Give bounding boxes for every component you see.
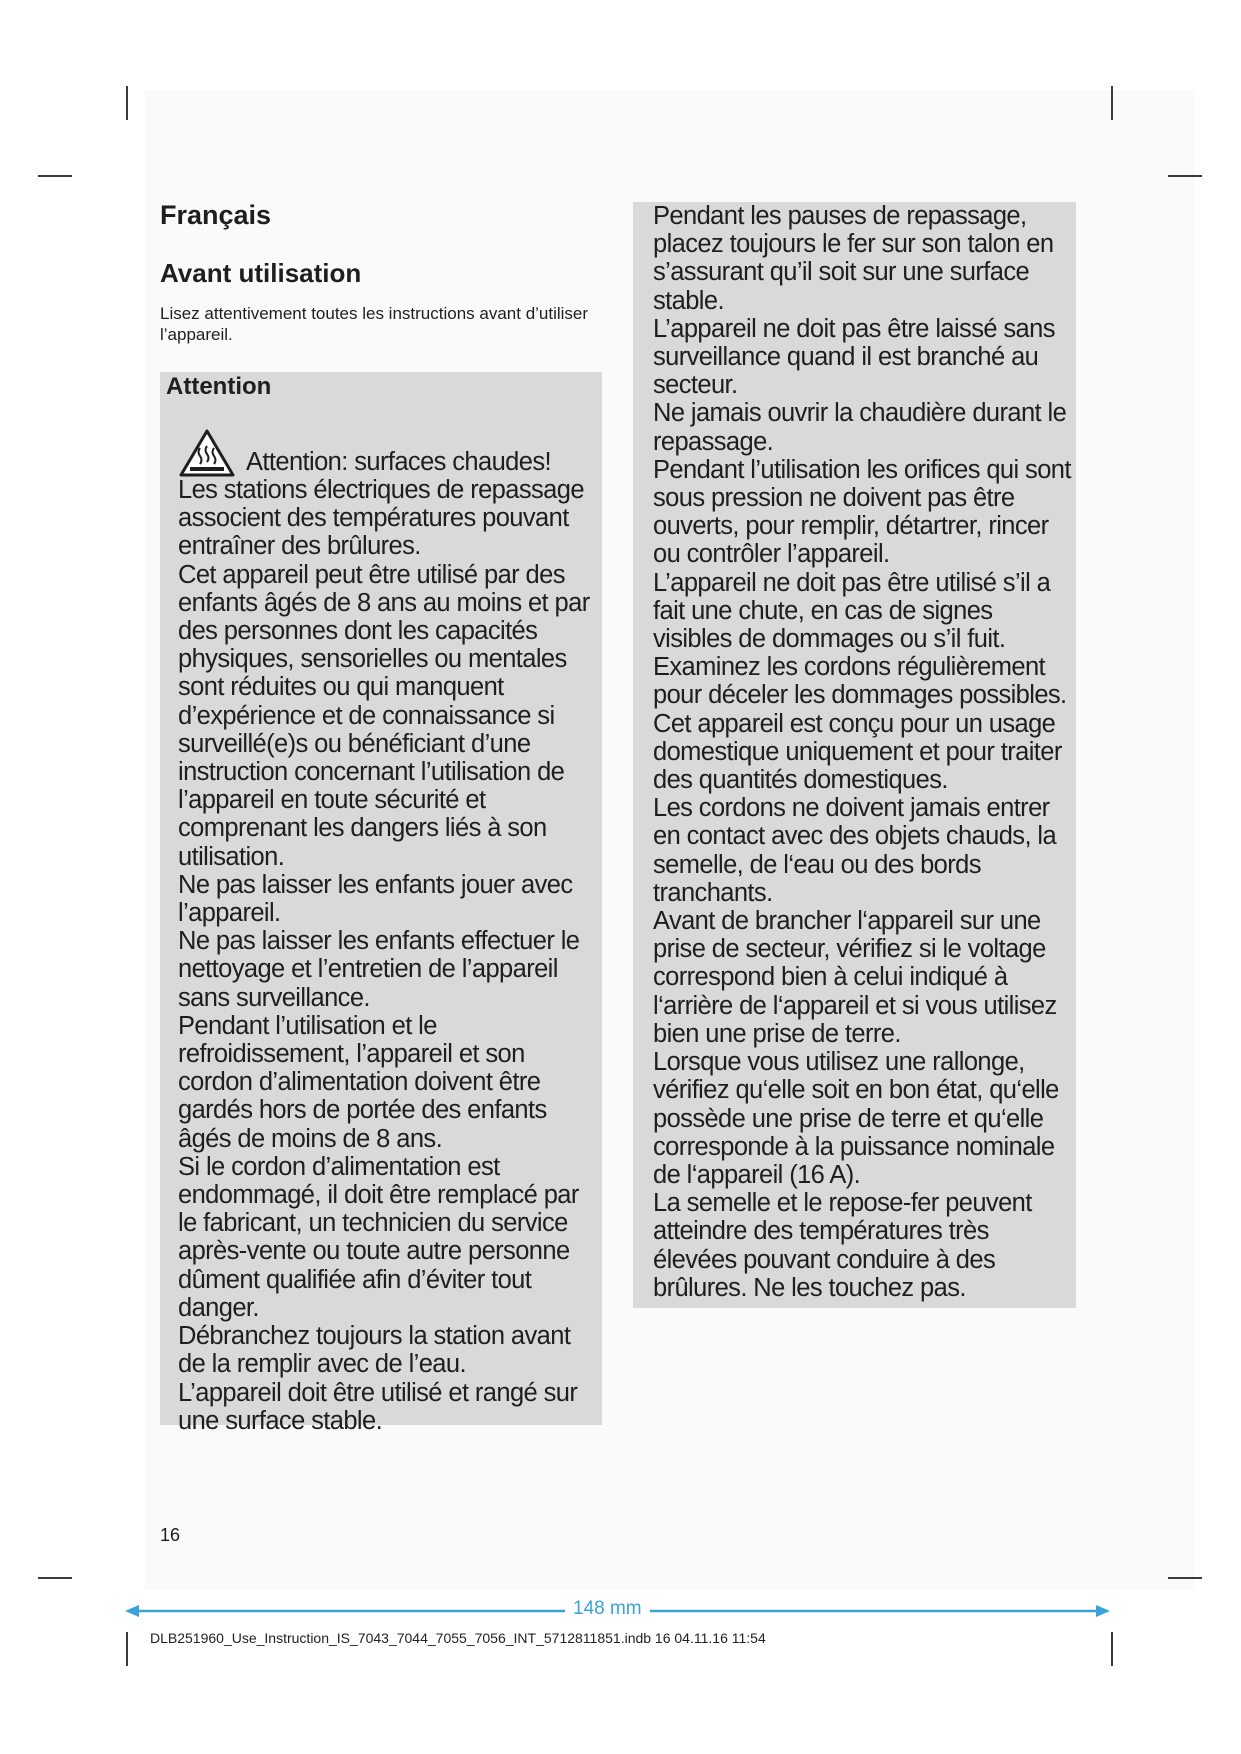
instruction-paragraph: Lorsque vous utilisez une rallonge, vérifiez qu‘elle soit en bon état, qu‘elle possède une prise de terre et qu‘elle corresponde à la puissance nominale de l‘appareil (16 A). xyxy=(653,1048,1059,1189)
instruction-paragraph: La semelle et le repose-fer peuvent atteindre des températures très élevées pouvant conduire à des brûlures. Ne les touchez pas. xyxy=(653,1189,1032,1302)
instruction-paragraph: Les cordons ne doivent jamais entrer en contact avec des objets chauds, la semelle, de l‘eau ou des bords tranchants. xyxy=(653,794,1057,907)
crop-mark-top-left xyxy=(126,86,128,120)
crop-mark-right-upper xyxy=(1168,175,1202,177)
crop-mark-bottom-left xyxy=(126,1632,128,1666)
attention-paragraph: Les stations électriques de repassage associent des températures pouvant entraîner des brûlures. xyxy=(178,476,584,561)
instruction-paragraph: Pendant les pauses de repassage, placez toujours le fer sur son talon en s’assurant qu’il soit sur une surface stable. xyxy=(653,202,1054,315)
instruction-paragraph: L’appareil ne doit pas être laissé sans surveillance quand il est branché au secteur. xyxy=(653,314,1055,400)
dimension-label: 148 mm xyxy=(565,1598,650,1620)
attention-paragraph: L’appareil doit être utilisé et rangé sur une surface stable. xyxy=(178,1378,578,1435)
language-title: Français xyxy=(160,200,272,230)
instruction-paragraph: Avant de brancher l‘appareil sur une prise de secteur, vérifiez si le voltage correspond bien à celui indiqué à l‘arrière de l‘appareil et si vous utilisez bien une prise de terre. xyxy=(653,907,1057,1048)
attention-paragraph: Ne pas laisser les enfants effectuer le nettoyage et l’entretien de l’appareil sans surveillance. xyxy=(178,927,580,1012)
instruction-paragraph: Cet appareil est conçu pour un usage domestique uniquement et pour traiter des quantités domestiques. xyxy=(653,709,1062,795)
crop-mark-left-lower xyxy=(38,1577,72,1579)
attention-heading: Attention xyxy=(166,373,272,400)
crop-mark-left-upper xyxy=(38,175,72,177)
attention-paragraph: Débranchez toujours la station avant de la remplir avec de l’eau. xyxy=(178,1322,571,1379)
page-number: 16 xyxy=(160,1525,181,1545)
attention-box xyxy=(160,372,602,1435)
crop-mark-right-lower xyxy=(1168,1577,1202,1579)
instruction-paragraph: L’appareil ne doit pas être utilisé s’il a fait une chute, en cas de signes visibles de dommages ou s’il fuit. xyxy=(653,568,1051,654)
hot-surface-warning-text: Attention: surfaces chaudes! xyxy=(246,447,551,476)
warning-line xyxy=(178,428,598,476)
print-file-info: DLB251960_Use_Instruction_IS_7043_7044_7055_7056_INT_5712811851.indb 16 04.11.16 11:54 xyxy=(150,1630,766,1646)
attention-paragraph: Pendant l’utilisation et le refroidissement, l’appareil et son cordon d’alimentation doivent être gardés hors de portée des enfants âgés de moins de 8 ans. xyxy=(178,1011,547,1153)
attention-paragraph: Si le cordon d’alimentation est endommagé, il doit être remplacé par le fabricant, un technicien du service après-vente ou toute autre personne dûment qualifiée afin d’éviter tout danger. xyxy=(178,1152,579,1322)
safety-instructions-box xyxy=(633,202,1076,1308)
hot-surface-warning-icon xyxy=(178,428,236,478)
attention-paragraph: Ne pas laisser les enfants jouer avec l’appareil. xyxy=(178,870,573,928)
instruction-paragraph: Examinez les cordons régulièrement pour déceler les dommages possibles. xyxy=(653,653,1067,710)
intro-text: Lisez attentivement toutes les instructions avant d’utiliser l’appareil. xyxy=(160,304,589,344)
safety-instructions-content xyxy=(653,202,1075,1302)
attention-paragraph: Cet appareil peut être utilisé par des enfants âgés de 8 ans au moins et par des personnes dont les capacités physiques, sensorielles ou mentales sont réduites ou qui manquent d’expérience et de connaissance si surveillé(e)s ou bénéficiant d’une instruction concernant l’utilisation de l’appareil en toute sécurité et comprenant les dangers liés à son utilisation. xyxy=(178,560,590,871)
instruction-paragraph: Ne jamais ouvrir la chaudière durant le repassage. xyxy=(653,399,1067,456)
section-title: Avant utilisation xyxy=(160,258,362,288)
crop-mark-top-right xyxy=(1111,86,1113,120)
crop-mark-bottom-right xyxy=(1111,1632,1113,1666)
instruction-paragraph: Pendant l’utilisation les orifices qui sont sous pression ne doivent pas être ouverts, pour remplir, détartrer, rincer ou contrôler l’appareil. xyxy=(653,455,1071,569)
attention-content xyxy=(178,428,598,1435)
